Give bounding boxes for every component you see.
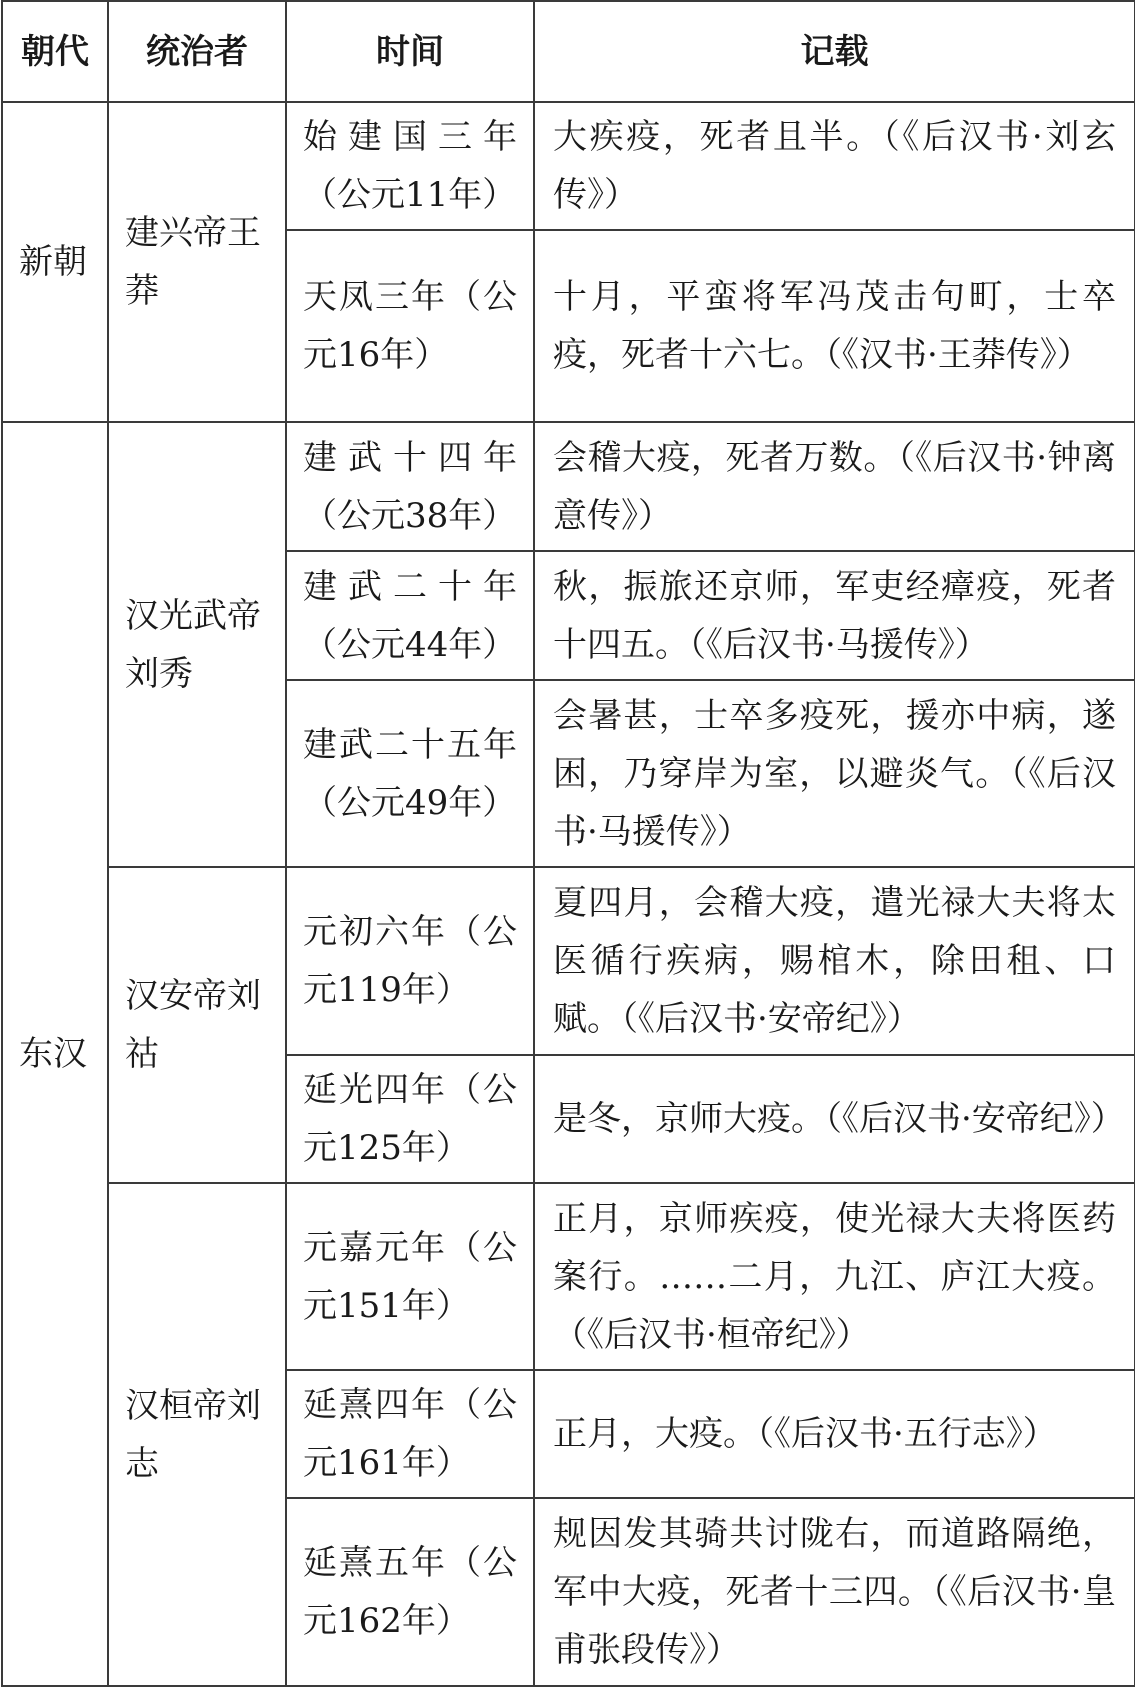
header-dynasty: 朝代 [2, 1, 108, 102]
ruler-cell: 汉光武帝刘秀 [108, 422, 286, 867]
time-cell: 建武二十五年（公元49年） [286, 680, 534, 867]
record-cell: 正月，大疫。（《后汉书·五行志》） [534, 1370, 1135, 1498]
header-time: 时间 [286, 1, 534, 102]
header-ruler: 统治者 [108, 1, 286, 102]
record-cell: 正月，京师疾疫，使光禄大夫将医药案行。……二月，九江、庐江大疫。（《后汉书·桓帝纪》） [534, 1183, 1135, 1370]
table-header-row [2, 1, 1135, 102]
time-cell: 元初六年（公元119年） [286, 867, 534, 1055]
time-cell: 延光四年（公元125年） [286, 1055, 534, 1183]
time-cell: 建武十四年（公元38年） [286, 422, 534, 551]
time-cell: 延熹四年（公元161年） [286, 1370, 534, 1498]
ruler-cell: 汉桓帝刘志 [108, 1183, 286, 1686]
epidemic-records-table [1, 0, 1135, 1687]
time-cell: 延熹五年（公元162年） [286, 1498, 534, 1686]
time-cell: 建武二十年（公元44年） [286, 551, 534, 680]
record-cell: 秋，振旅还京师，军吏经瘴疫，死者十四五。（《后汉书·马援传》） [534, 551, 1135, 680]
record-cell: 是冬，京师大疫。（《后汉书·安帝纪》） [534, 1055, 1135, 1183]
record-cell: 会稽大疫，死者万数。（《后汉书·钟离意传》） [534, 422, 1135, 551]
table-row [2, 1183, 1135, 1370]
record-cell: 规因发其骑共讨陇右，而道路隔绝，军中大疫，死者十三四。（《后汉书·皇甫张段传》） [534, 1498, 1135, 1686]
time-cell: 始建国三年（公元11年） [286, 102, 534, 230]
dynasty-cell: 东汉 [2, 422, 108, 1686]
ruler-cell: 汉安帝刘祜 [108, 867, 286, 1183]
record-cell: 大疾疫，死者且半。（《后汉书·刘玄传》） [534, 102, 1135, 230]
dynasty-cell: 新朝 [2, 102, 108, 422]
table-row [2, 102, 1135, 230]
record-cell: 会暑甚，士卒多疫死，援亦中病，遂困，乃穿岸为室，以避炎气。（《后汉书·马援传》） [534, 680, 1135, 867]
time-cell: 元嘉元年（公元151年） [286, 1183, 534, 1370]
header-record: 记载 [534, 1, 1135, 102]
record-cell: 夏四月，会稽大疫，遣光禄大夫将太医循行疾病，赐棺木，除田租、口赋。（《后汉书·安帝纪》） [534, 867, 1135, 1055]
table-row [2, 422, 1135, 551]
time-cell: 天凤三年（公元16年） [286, 230, 534, 422]
ruler-cell: 建兴帝王莽 [108, 102, 286, 422]
record-cell: 十月，平蛮将军冯茂击句町，士卒疫，死者十六七。（《汉书·王莽传》） [534, 230, 1135, 422]
table-row [2, 867, 1135, 1055]
